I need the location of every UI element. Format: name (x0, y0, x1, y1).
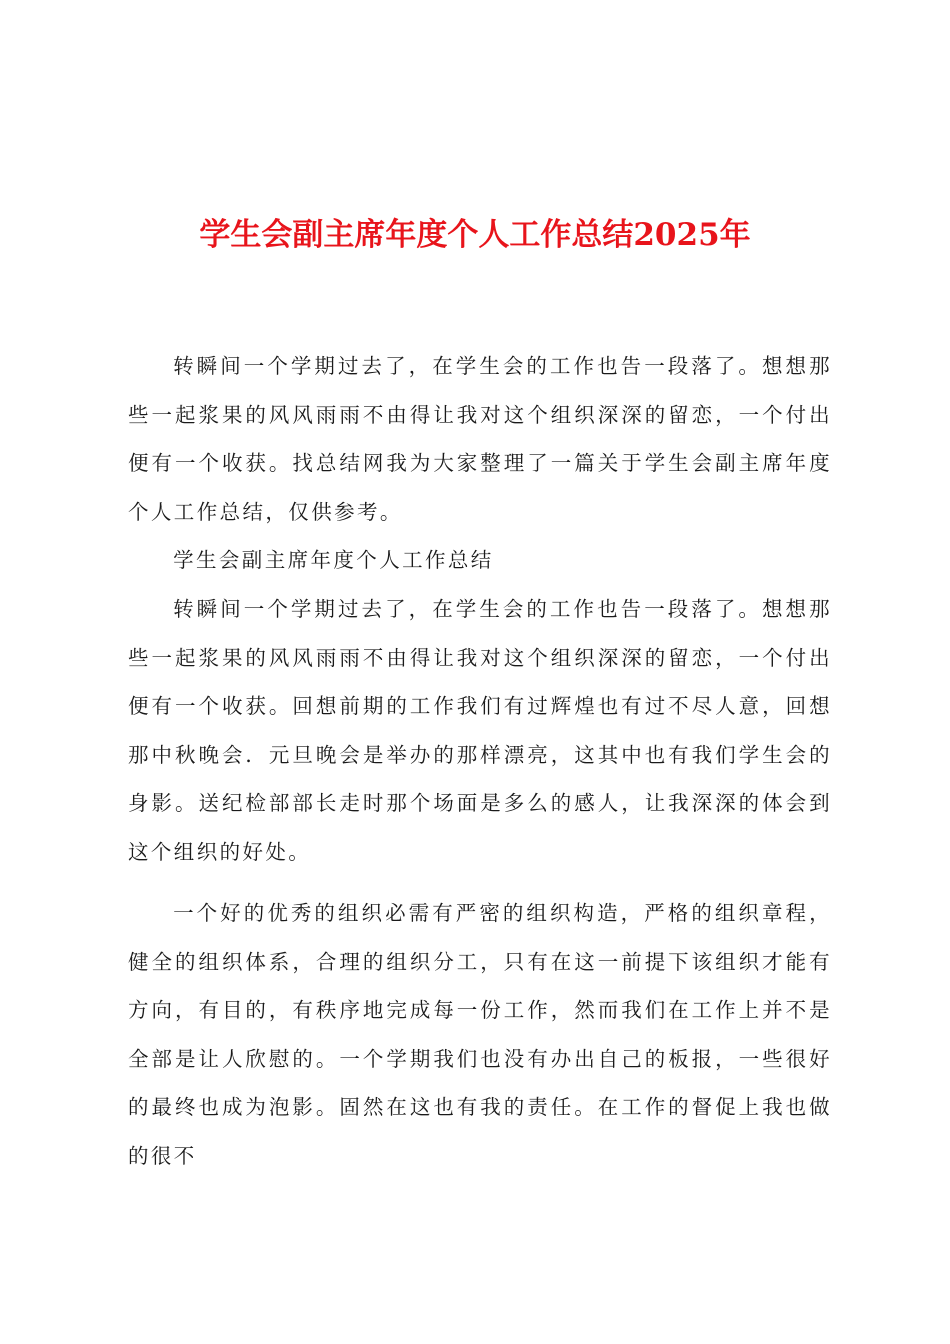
body-paragraph-1: 转瞬间一个学期过去了，在学生会的工作也告一段落了。想想那些一起浆果的风风雨雨不由得让我对这个组织深深的留恋，一个付出便有一个收获。回想前期的工作我们有过辉煌也有过不尽人意，回想那中秋晚会．元旦晚会是举办的那样漂亮，这其中也有我们学生会的身影。送纪检部部长走时那个场面是多么的感人，让我深深的体会到这个组织的好处。 (128, 596, 832, 864)
document-title: 学生会副主席年度个人工作总结2025年 (199, 217, 751, 253)
body-paragraph-2: 一个好的优秀的组织必需有严密的组织构造，严格的组织章程，健全的组织体系，合理的组织分工，只有在这一前提下该组织才能有方向，有目的，有秩序地完成每一份工作，然而我们在工作上并不是全部是让人欣慰的。一个学期我们也没有办出自己的板报，一些很好的最终也成为泡影。固然在这也有我的责任。在工作的督促上我也做的很不 (128, 901, 832, 1168)
document-body-continued (128, 889, 832, 1181)
subheading: 学生会副主席年度个人工作总结 (173, 548, 494, 573)
intro-paragraph: 转瞬间一个学期过去了，在学生会的工作也告一段落了。想想那些一起浆果的风风雨雨不由得让我对这个组织深深的留恋，一个付出便有一个收获。找总结网我为大家整理了一篇关于学生会副主席年度个人工作总结，仅供参考。 (128, 354, 832, 524)
document-body (128, 342, 832, 877)
